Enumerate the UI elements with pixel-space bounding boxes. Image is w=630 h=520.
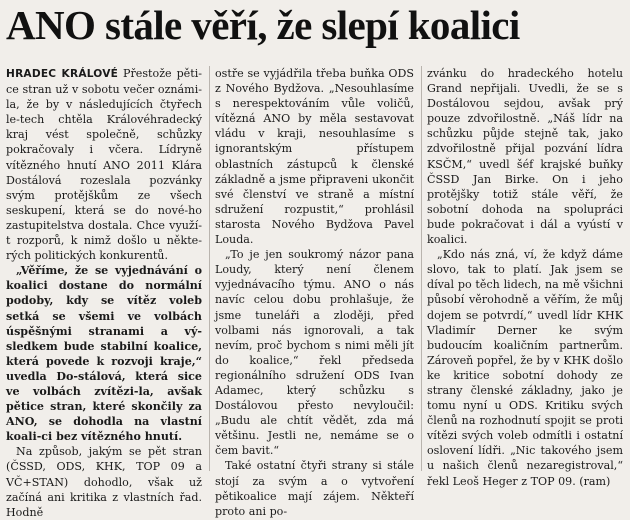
- paragraph: Na způsob, jakým se pět stran (ČSSD, ODS, KHK, TOP 09 a VČ+STAN) dohodlo, však už začíná ani kritika z vlastních řad. Hodně: [6, 445, 202, 519]
- bold-quote-paragraph: „Věříme, že se vyjednávání o koalici dostane do normální podoby, kdy se vítěz voleb setká se všemi ve volbách úspěšnými stranami a vý-sledkem bude stabilní koalice, která povede k rozvoji kraje,“ uvedla Do-stálová, která sice ve volbách zvítězi-la, avšak pětice stran, které skončily za ANO, se dohodla na vlastní koali-ci bez vítězného hnutí.: [6, 264, 202, 444]
- paragraph: „To je jen soukromý názor pana Loudy, který není členem vyjednávacího týmu. ANO o nás navíc celou dobu prohlašuje, že jsme tuneláři a zloději, před volbami nás ignorovali, a tak nevím, proč bychom s nimi měli jít do koalice,“ řekl předseda regionálního sdružení ODS Ivan Adamec, který schůzku s Dostálovou přesto nevyloučil: „Budu ale chtít vědět, zda má většinu. Jestli ne, nemáme se o čem bavit.“: [215, 248, 414, 458]
- article-column-2: [215, 66, 414, 519]
- dateline: HRADEC KRÁLOVÉ: [6, 68, 119, 80]
- lead-text: Přestože pěti-ce stran už v sobotu večer oznámi-la, že by v následujících čtyřech le-tech chtěla Královéhradecký kraj vést společně, schůzky pokračovaly i včera. Lídryně vítězného hnutí ANO 2011 Klára Dostálová rozeslala pozvánky svým protějškům ze všech seskupení, která se do nové-ho zastupitelstva dostala. Chce využí-t rozporů, k nimž došlo u někte-rých politických konkurentů.: [6, 67, 202, 263]
- article-column-1: [6, 66, 202, 520]
- column-divider-1: [209, 66, 210, 471]
- headline: ANO stále věří, že slepí koalici: [6, 2, 520, 48]
- paragraph: zvánku do hradeckého hotelu Grand nepřijali. Uvedli, že se s Dostálovou sejdou, avšak prý pouze zdvořilostně. „Náš lídr na schůzku půjde stejně tak, jako zdvořilostně přijal pozvání lídra KSČM,“ uvedl šéf krajské buňky ČSSD Jan Birke. On i jeho protějšky totiž stále věří, že sobotní dohoda na spolupráci bude pokračovat i dál a vyústí v koalici.: [427, 67, 623, 247]
- paragraph: ostře se vyjádřila třeba buňka ODS z Nového Bydžova. „Nesouhlasíme s nerespektováním vůle voličů, vítězná ANO by měla sestavovat vládu v kraji, nesouhlasíme s ignorantským přístupem oblastních zástupců k členské základně a jsme připraveni ukončit své členství ve straně a místní sdružení rozpustit,“ prohlásil starosta Nového Bydžova Pavel Louda.: [215, 67, 414, 247]
- paragraph: „Kdo nás zná, ví, že když dáme slovo, tak to platí. Jak jsem se díval po těch lidech, na mě všichni působí věrohodně a věřím, že můj dojem se potvrdí,“ uvedl lídr KHK Vladimír Derner ke svým budoucím koaličním partnerům. Zároveň popřel, že by v KHK došlo ke kritice sobotní dohody ze strany členské základny, jako je tomu nyní u ODS. Kritiku svých členů na rozhodnutí spojit se proti vítězi svých voleb odmítli i ostatní oslovení lídři. „Nic takového jsem u našich členů nezaregistroval,“ řekl Leoš Heger z TOP 09. (ram): [427, 248, 623, 488]
- column-divider-2: [421, 66, 422, 471]
- article-column-3: [427, 66, 623, 489]
- lead-paragraph: [6, 66, 202, 263]
- paragraph: Také ostatní čtyři strany si stále stojí za svým a o vytvoření pětikoalice mají zájem. Někteří proto ani po-: [215, 459, 414, 518]
